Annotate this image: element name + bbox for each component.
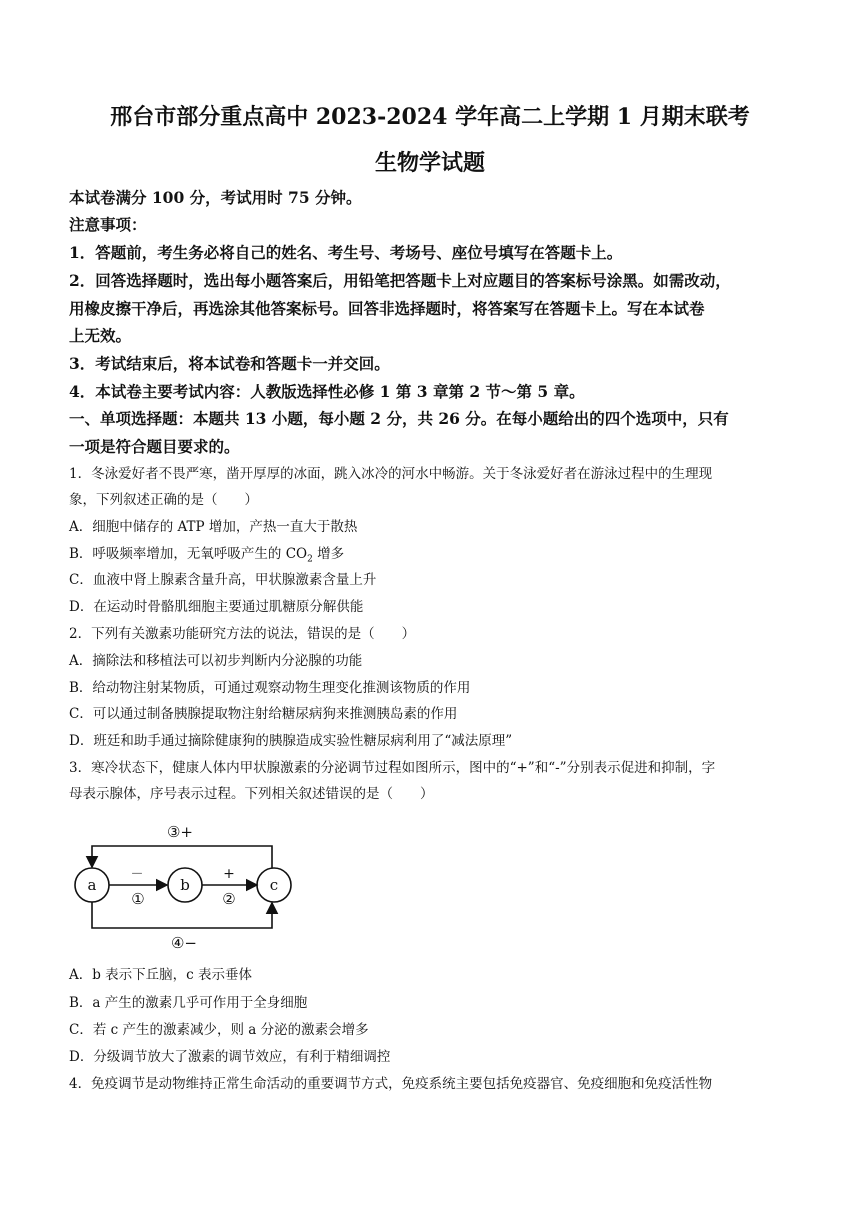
notice-item-2-line3: 上无效。	[69, 326, 132, 345]
score-time-note: 本试卷满分 100 分，考试用时 75 分钟。	[69, 188, 362, 207]
q3-stem-line1: 3．寒冷状态下，健康人体内甲状腺激素的分泌调节过程如图所示，图中的“+”和“-”分别表示促进和抑制，字	[69, 760, 716, 776]
q1-option-c: C．血液中肾上腺素含量升高，甲状腺激素含量上升	[69, 572, 377, 588]
q3-option-a: A．b 表示下丘脑，c 表示垂体	[69, 967, 253, 983]
q3-stem-line2: 母表示腺体，序号表示过程。下列相关叙述错误的是（ ）	[69, 786, 434, 802]
q1-option-a: A．细胞中储存的 ATP 增加，产热一直大于散热	[69, 519, 358, 535]
q2-option-d: D．班廷和助手通过摘除健康狗的胰腺造成实验性糖尿病利用了“减法原理”	[69, 733, 513, 749]
q4-stem-line1: 4．免疫调节是动物维持正常生命活动的重要调节方式，免疫系统主要包括免疫器官、免疫细胞和免疫活性物	[69, 1076, 713, 1092]
notice-item-2-line2: 用橡皮擦干净后，再选涂其他答案标号。回答非选择题时，将答案写在答题卡上。写在本试卷	[69, 299, 705, 318]
arrow-1-sign: －	[130, 867, 144, 882]
q2-option-b: B．给动物注射某物质，可通过观察动物生理变化推测该物质的作用	[69, 680, 471, 696]
section1-heading-line1: 一、单项选择题：本题共 13 小题，每小题 2 分，共 26 分。在每小题给出的四个选项中，只有	[69, 409, 729, 428]
arrow-2-label: ②	[222, 890, 236, 908]
notice-item-4: 4．本试卷主要考试内容：人教版选择性必修 1 第 3 章第 2 节～第 5 章。	[69, 382, 585, 401]
arrow-3-line	[92, 846, 272, 868]
node-b-label: b	[180, 876, 190, 894]
arrow-4-label: ④−	[170, 934, 198, 952]
arrow-3-label: ③+	[166, 823, 194, 841]
arrow-1-label: ①	[131, 890, 145, 908]
q2-option-c: C．可以通过制备胰腺提取物注射给糖尿病狗来推测胰岛素的作用	[69, 706, 458, 722]
notice-item-1: 1．答题前，考生务必将自己的姓名、考生号、考场号、座位号填写在答题卡上。	[69, 243, 623, 262]
q1-option-d: D．在运动时骨骼肌细胞主要通过肌糖原分解供能	[69, 599, 364, 615]
notice-heading: 注意事项：	[69, 215, 147, 234]
arrow-2-sign: +	[223, 866, 235, 882]
q3-option-b: B．a 产生的激素几乎可作用于全身细胞	[69, 995, 308, 1011]
hormone-regulation-diagram	[72, 816, 304, 956]
q3-option-c: C．若 c 产生的激素减少，则 a 分泌的激素会增多	[69, 1022, 369, 1038]
q2-stem: 2．下列有关激素功能研究方法的说法，错误的是（ ）	[69, 626, 416, 642]
q3-option-d: D．分级调节放大了激素的调节效应，有利于精细调控	[69, 1049, 391, 1065]
q1-stem-line2: 象，下列叙述正确的是（ ）	[69, 492, 258, 508]
node-a-label: a	[87, 876, 97, 894]
section1-heading-line2: 一项是符合题目要求的。	[69, 437, 240, 456]
exam-title: 邢台市部分重点高中 2023-2024 学年高二上学期 1 月期末联考	[110, 104, 750, 130]
node-c-label: c	[269, 876, 279, 894]
notice-item-2-line1: 2．回答选择题时，选出每小题答案后，用铅笔把答题卡上对应题目的答案标号涂黑。如需改动，	[69, 271, 731, 290]
exam-subtitle: 生物学试题	[374, 150, 485, 176]
q1-stem-line1: 1．冬泳爱好者不畏严寒，凿开厚厚的冰面，跳入冰冷的河水中畅游。关于冬泳爱好者在游泳过程中的生理现	[69, 466, 713, 482]
q2-option-a: A．摘除法和移植法可以初步判断内分泌腺的功能	[69, 653, 363, 669]
q1-option-b: B．呼吸频率增加，无氧呼吸产生的 $CO_2$ 增多	[69, 546, 345, 565]
notice-item-3: 3．考试结束后，将本试卷和答题卡一并交回。	[69, 354, 390, 373]
arrow-4-line	[92, 902, 272, 928]
